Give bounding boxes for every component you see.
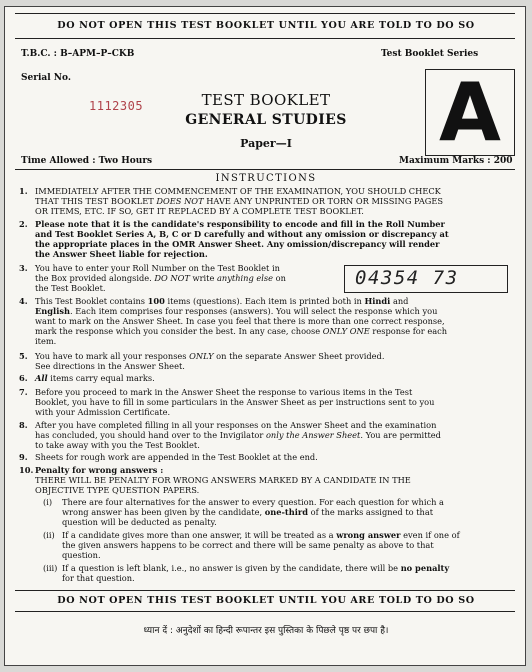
bottom-rule-1 [15,590,515,591]
subject-title: GENERAL STUDIES [185,112,347,128]
series-label: Test Booklet Series [381,49,479,59]
series-letter: A [439,66,501,159]
instruction-3 [19,264,339,294]
instruction-line: the appropriate places in the OMR Answer Sheet. Any omission/discrepancy will render [35,238,440,249]
hindi-note: ध्यान दें : अनुदेशों का हिन्दी रूपान्तर इस पुस्तिका के पिछले पृष्ठ पर छपा है। [143,626,389,636]
penalty-line: the given answers happens to be correct and there will be same penalty as above to that [62,539,434,550]
time-allowed: Time Allowed : Two Hours [21,156,153,166]
top-rule [15,13,515,14]
instruction-6 [19,374,517,384]
instruction-7 [19,388,517,418]
roll-number-handwritten: 04354 73 [355,267,459,289]
instruction-line: You have to enter your Roll Number on the Test Booklet in [35,263,280,273]
instruction-line: OBJECTIVE TYPE QUESTION PAPERS. [35,484,200,495]
penalty-line: wrong answer has been given by the candidate, one-third of the marks assigned to that [62,506,434,517]
instruction-line: and Test Booklet Series A, B, C or D carefully and without any omission or discrepancy at [35,228,449,239]
instruction-line: Booklet, you have to fill in some particulars in the Answer Sheet as per instructions sent to you [35,396,435,407]
roll-number-box[interactable] [344,265,508,293]
penalty-line: question will be deducted as penalty. [62,516,217,527]
instruction-number: 8. [19,420,28,430]
maximum-marks: Maximum Marks : 200 [399,156,513,166]
penalty-point-i [43,498,515,528]
instruction-line: the Box provided alongside. DO NOT write anything else on [35,272,286,283]
top-warning-banner: DO NOT OPEN THIS TEST BOOKLET UNTIL YOU ARE TOLD TO DO SO [57,20,475,31]
instruction-line: See directions in the Answer Sheet. [35,360,185,371]
instruction-line: Before you proceed to mark in the Answer Sheet the response to various items in the Test [35,387,413,397]
instruction-4 [19,297,517,347]
instruction-line: Please note that it is the candidate's responsibility to encode and fill in the Roll Number [35,219,445,229]
instruction-line: THERE WILL BE PENALTY FOR WRONG ANSWERS MARKED BY A CANDIDATE IN THE [35,474,411,485]
instruction-line: You have to mark all your responses ONLY on the separate Answer Sheet provided. [35,351,385,361]
instruction-number: 7. [19,387,28,397]
instruction-line: Penalty for wrong answers : [35,465,164,475]
penalty-number: (i) [43,497,53,507]
instructions-heading: INSTRUCTIONS [215,173,317,184]
penalty-line: for that question. [62,572,135,583]
serial-label: Serial No. [21,73,71,83]
paper-title: Paper—I [240,137,292,150]
instruction-line: has concluded, you should hand over to the Invigilator only the Answer Sheet. You are permitted [35,429,441,440]
instruction-9 [19,453,517,463]
instruction-number: 9. [19,452,28,462]
header-rule [15,169,515,170]
bottom-rule-2 [15,611,515,612]
instruction-10 [19,466,517,496]
penalty-number: (ii) [43,530,55,540]
instruction-number: 3. [19,263,28,273]
instruction-line: IMMEDIATELY AFTER THE COMMENCEMENT OF THE EXAMINATION, YOU SHOULD CHECK [35,186,441,196]
instruction-5 [19,352,517,372]
bottom-warning-banner: DO NOT OPEN THIS TEST BOOKLET UNTIL YOU ARE TOLD TO DO SO [57,595,475,606]
instruction-1 [19,187,517,217]
instruction-line: the Answer Sheet liable for rejection. [35,248,208,259]
test-booklet-cover [4,6,526,666]
instruction-number: 4. [19,296,28,306]
penalty-point-iii [43,564,515,584]
instruction-line: the Test Booklet. [35,282,106,293]
banner-rule [15,38,515,39]
instruction-line: After you have completed filling in all your responses on the Answer Sheet and the examination [35,420,437,430]
instruction-line: want to mark on the Answer Sheet. In case you feel that there is more than one correct response, [35,315,445,326]
instruction-8 [19,421,517,451]
instruction-line: English. Each item comprises four responses (answers). You will select the response which you [35,305,438,316]
instruction-line: Sheets for rough work are appended in the Test Booklet at the end. [35,452,318,462]
instruction-line: OR ITEMS, ETC. IF SO, GET IT REPLACED BY A COMPLETE TEST BOOKLET. [35,205,364,216]
booklet-title: TEST BOOKLET [201,91,331,109]
instruction-number: 2. [19,219,28,229]
serial-number: 1112305 [89,99,144,113]
instruction-number: 5. [19,351,28,361]
instruction-number: 1. [19,186,28,196]
instruction-line: to take away with you the Test Booklet. [35,439,200,450]
instruction-2 [19,220,517,260]
penalty-line: If a question is left blank, i.e., no answer is given by the candidate, there will be no penalty [62,563,450,573]
penalty-line: There are four alternatives for the answer to every question. For each question for which a [62,497,444,507]
instruction-number: 10. [19,465,34,475]
penalty-line: question. [62,549,101,560]
instruction-line: THAT THIS TEST BOOKLET DOES NOT HAVE ANY UNPRINTED OR TORN OR MISSING PAGES [35,195,444,206]
instruction-line: All items carry equal marks. [35,373,155,383]
penalty-point-ii [43,531,515,561]
tbc-code: T.B.C. : B–APM–P–CKB [21,49,135,59]
penalty-line: If a candidate gives more than one answer, it will be treated as a wrong answer even if one of [62,530,460,540]
penalty-number: (iii) [43,563,58,573]
instruction-line: item. [35,335,57,346]
instruction-line: mark the response which you consider the best. In any case, choose ONLY ONE response for each [35,325,448,336]
instruction-line: with your Admission Certificate. [35,406,171,417]
instruction-number: 6. [19,373,28,383]
instruction-line: This Test Booklet contains 100 items (questions). Each item is printed both in Hindi and [35,296,409,306]
